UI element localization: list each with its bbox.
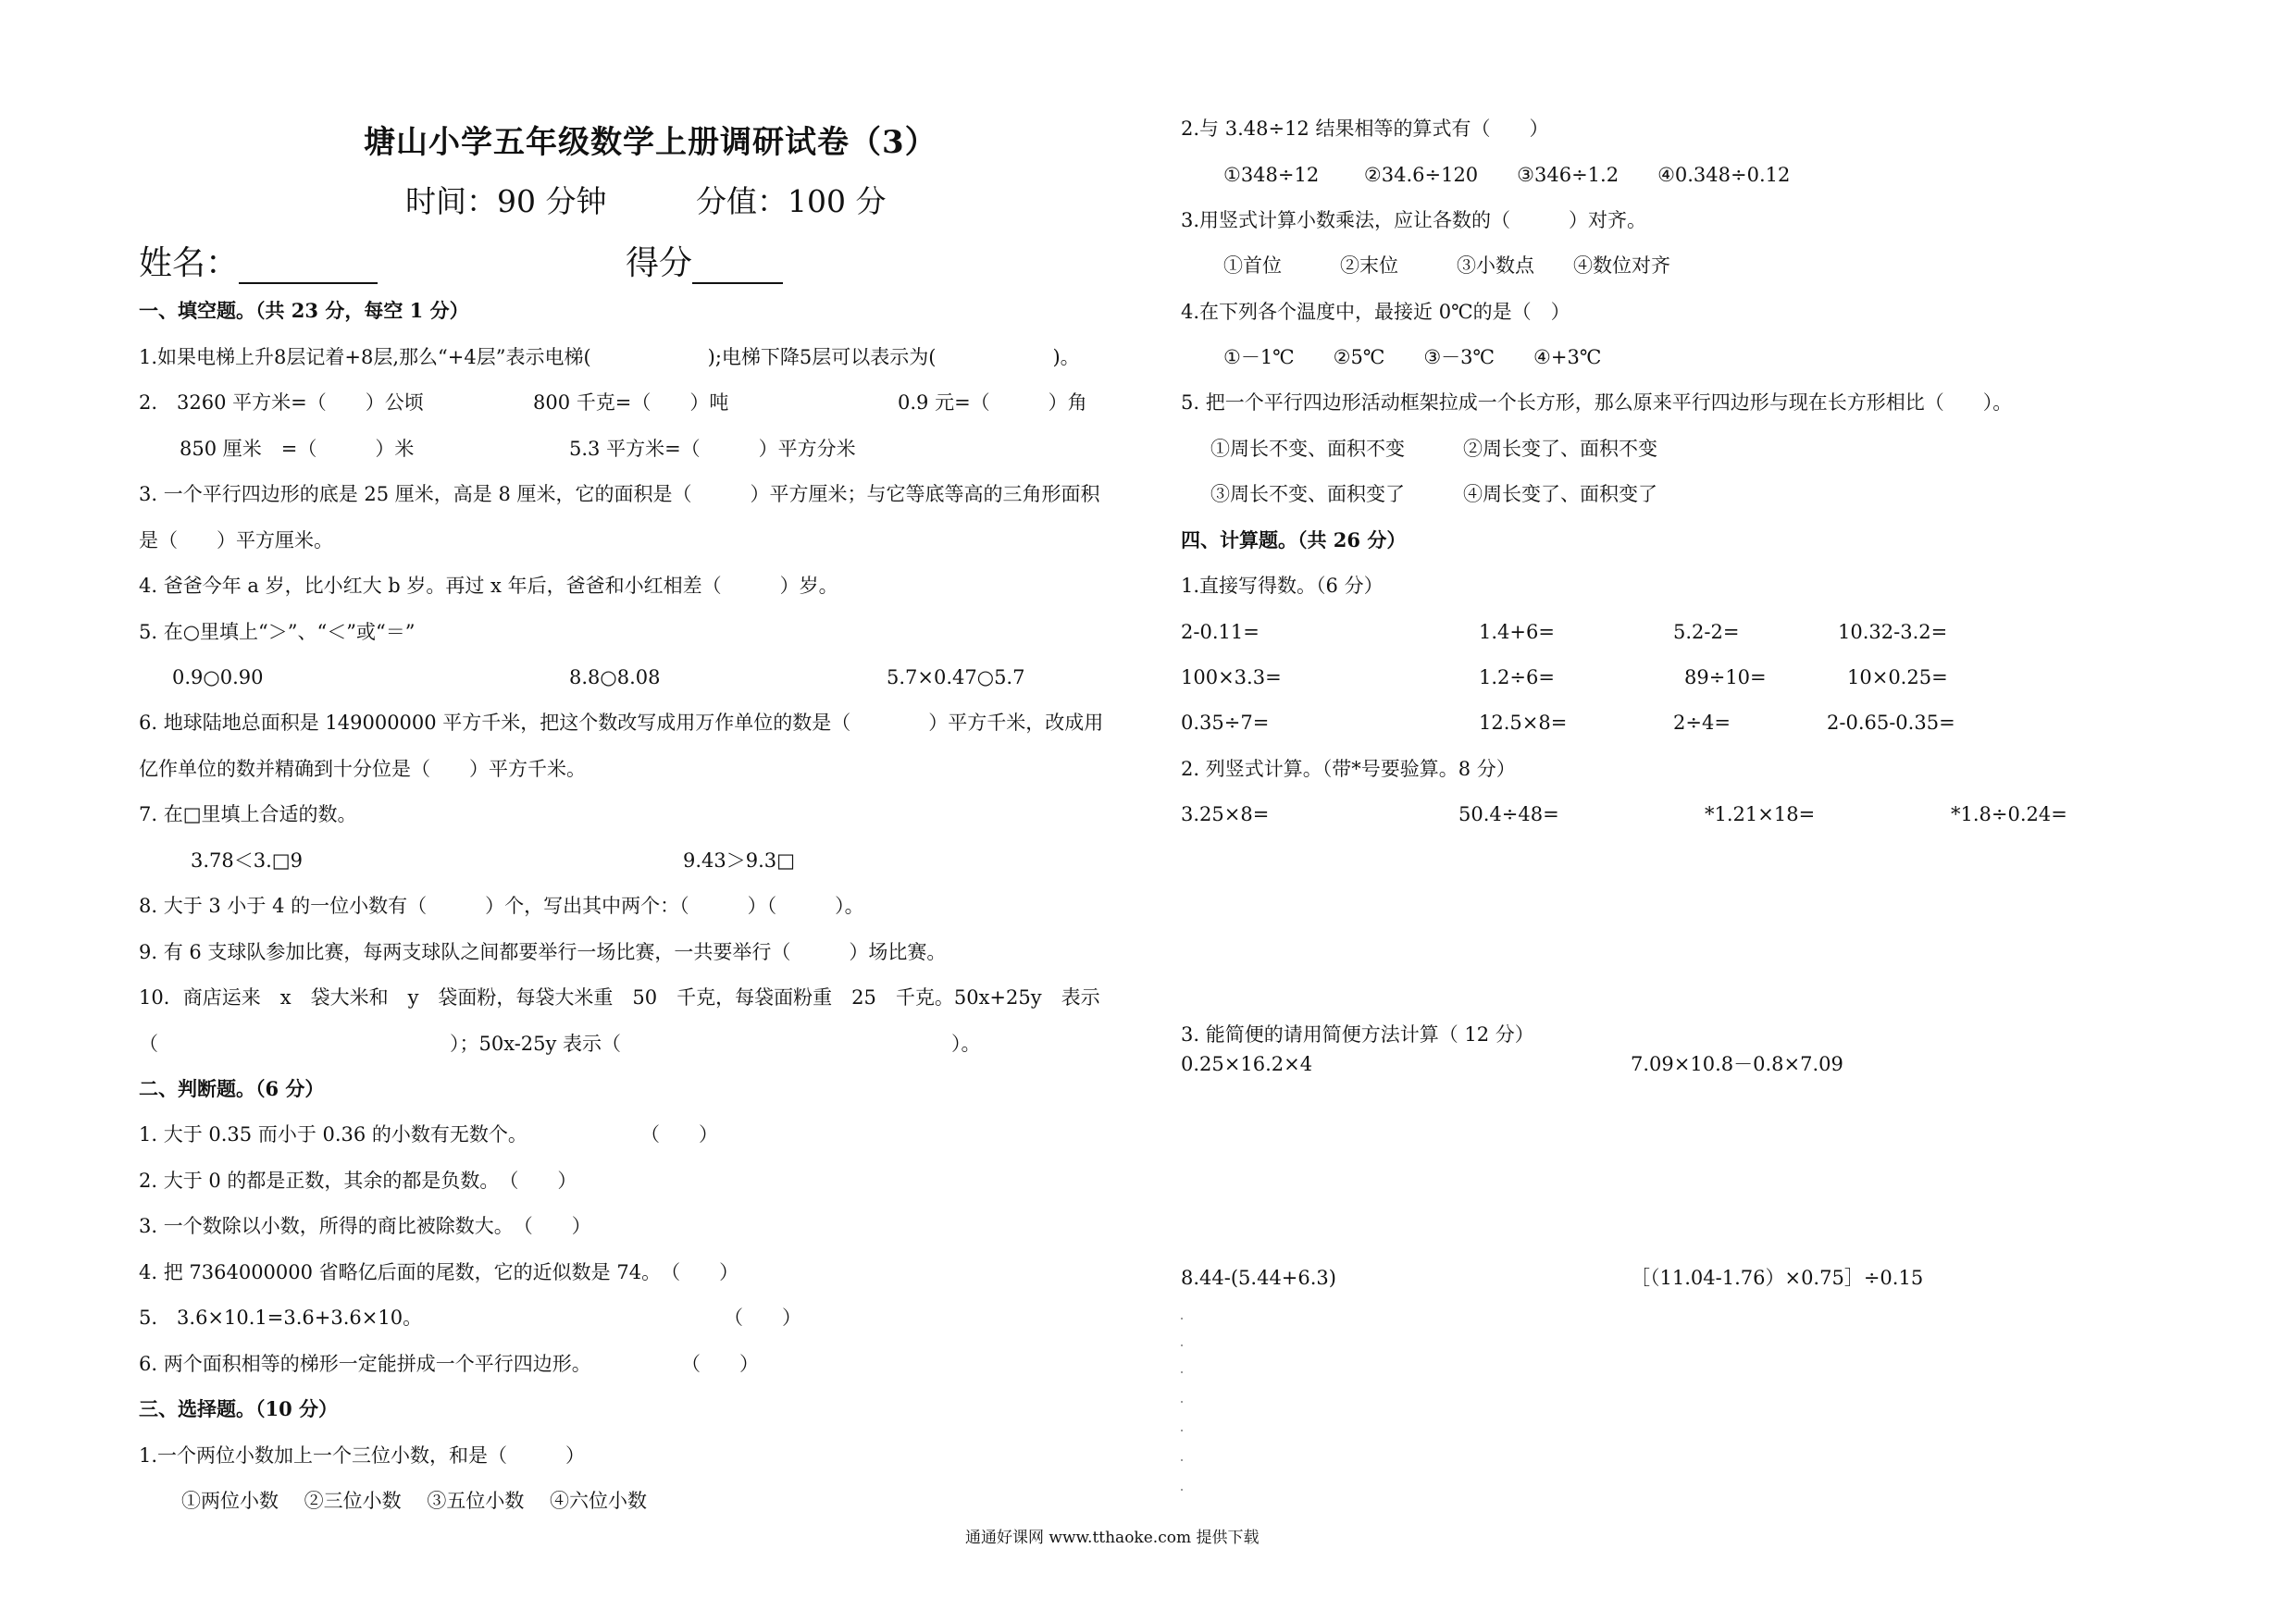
digit-item-1: 3.78＜3.□9	[191, 849, 303, 872]
page-title: 塘山小学五年级数学上册调研试卷（3）	[364, 124, 937, 161]
oral-calc-item: 10.32-3.2=	[1838, 621, 1948, 643]
margin-dot	[1181, 1344, 1183, 1346]
simplify-item: 0.25×16.2×4	[1181, 1053, 1313, 1075]
question-fill-2b: 800 千克=（ ）吨	[533, 391, 729, 414]
judge-3: 3. 一个数除以小数，所得的商比被除数大。 （ ）	[139, 1215, 591, 1237]
choice-5-options-a: ①周长不变、面积不变 ②周长变了、面积不变	[1210, 438, 1657, 460]
choice-5-options-b: ③周长不变、面积变了 ④周长变了、面积变了	[1210, 483, 1657, 505]
question-fill-4: 4. 爸爸今年 a 岁，比小红大 b 岁。再过 x 年后，爸爸和小红相差（ ）岁。	[139, 575, 838, 597]
oral-calc-item: 10×0.25=	[1847, 666, 1948, 688]
simplify-item: 7.09×10.8－0.8×7.09	[1631, 1053, 1843, 1075]
digit-item-2: 9.43＞9.3□	[683, 849, 795, 872]
compare-item-3: 5.7×0.47○5.7	[887, 666, 1025, 688]
choice-2-options: ①348÷12 ②34.6÷120 ③346÷1.2 ④0.348÷0.12	[1223, 164, 1791, 186]
score-blank[interactable]	[692, 251, 783, 284]
vertical-calc-item: 50.4÷48=	[1458, 803, 1559, 825]
judge-6: 6. 两个面积相等的梯形一定能拼成一个平行四边形。	[139, 1353, 591, 1375]
question-fill-1: 1.如果电梯上升8层记着+8层,那么“+4层”表示电梯( );电梯下降5层可以表示为( )。	[139, 346, 1080, 368]
section-choice-heading: 三、选择题。（10 分）	[139, 1397, 339, 1420]
simplify-item: ［（11.04-1.76）×0.75］÷0.15	[1631, 1267, 1924, 1289]
margin-dot	[1181, 1401, 1183, 1403]
oral-calc-item: 12.5×8=	[1479, 712, 1568, 734]
judge-2: 2. 大于 0 的都是正数，其余的都是负数。 （ ）	[139, 1170, 577, 1192]
question-fill-6-line1: 6. 地球陆地总面积是 149000000 平方千米，把这个数改写成用万作单位的数是（ ）平方千米，改成用	[139, 712, 1104, 734]
question-fill-2e: 5.3 平方米=（ ）平方分米	[569, 438, 856, 460]
question-fill-2a: 2. 3260 平方米=（ ）公顷	[139, 391, 424, 414]
oral-calc-item: 2÷4=	[1673, 712, 1731, 734]
choice-1-options: ①两位小数 ②三位小数 ③五位小数 ④六位小数	[181, 1490, 648, 1512]
calc-3-heading: 3. 能简便的请用简便方法计算（ 12 分）	[1181, 1023, 1534, 1046]
choice-3-options: ①首位 ②末位 ③小数点 ④数位对齐	[1223, 254, 1670, 277]
got-label-text: 得分	[626, 244, 693, 282]
question-fill-5: 5. 在○里填上“＞”、“＜”或“＝”	[139, 621, 416, 643]
calc-1-heading: 1.直接写得数。（6 分）	[1181, 575, 1384, 597]
choice-4: 4.在下列各个温度中，最接近 0℃的是（ ）	[1181, 301, 1570, 323]
section-fill-blank-heading: 一、填空题。（共 23 分，每空 1 分）	[139, 299, 469, 322]
time-label: 时间：90 分钟	[405, 183, 607, 219]
oral-calc-item: 5.2-2=	[1673, 621, 1740, 643]
question-fill-8: 8. 大于 3 小于 4 的一位小数有（ ）个，写出其中两个：（ ）（ ）。	[139, 895, 864, 917]
calc-2-heading: 2. 列竖式计算。（带*号要验算。8 分）	[1181, 758, 1516, 780]
question-fill-2d: 850 厘米 =（ ）米	[180, 438, 415, 460]
choice-4-options: ①－1℃ ②5℃ ③－3℃ ④+3℃	[1223, 346, 1602, 368]
simplify-item: 8.44-(5.44+6.3)	[1181, 1267, 1336, 1289]
score-label: 分值：100 分	[696, 183, 887, 219]
question-fill-3-line2: 是（ ）平方厘米。	[139, 529, 333, 551]
oral-calc-item: 1.2÷6=	[1479, 666, 1555, 688]
oral-calc-item: 2-0.65-0.35=	[1827, 712, 1955, 734]
margin-dot	[1181, 1371, 1183, 1373]
choice-3: 3.用竖式计算小数乘法，应让各数的（ ）对齐。	[1181, 209, 1647, 231]
footer-source: 通通好课网 www.tthaoke.com 提供下载	[965, 1529, 1260, 1547]
choice-2: 2.与 3.48÷12 结果相等的算式有（ ）	[1181, 118, 1549, 140]
compare-item-2: 8.8○8.08	[569, 666, 661, 688]
question-fill-6-line2: 亿作单位的数并精确到十分位是（ ）平方千米。	[139, 758, 586, 780]
section-judge-heading: 二、判断题。（6 分）	[139, 1077, 325, 1100]
name-blank[interactable]	[239, 251, 378, 284]
vertical-calc-item: *1.8÷0.24=	[1951, 803, 2067, 825]
vertical-calc-item: *1.21×18=	[1705, 803, 1816, 825]
question-fill-10-line2: （ ）；50x-25y 表示（ ）。	[139, 1033, 981, 1055]
margin-dot	[1181, 1318, 1183, 1319]
compare-item-1: 0.9○0.90	[172, 666, 264, 688]
question-fill-9: 9. 有 6 支球队参加比赛，每两支球队之间都要举行一场比赛，一共要举行（ ）场比赛。	[139, 941, 947, 963]
vertical-calc-item: 3.25×8=	[1181, 803, 1270, 825]
oral-calc-item: 2-0.11=	[1181, 621, 1260, 643]
name-label	[139, 237, 378, 284]
judge-5: 5. 3.6×10.1=3.6+3.6×10。	[139, 1307, 423, 1329]
oral-calc-item: 100×3.3=	[1181, 666, 1282, 688]
judge-1: 1. 大于 0.35 而小于 0.36 的小数有无数个。	[139, 1123, 527, 1146]
oral-calc-item: 1.4+6=	[1479, 621, 1555, 643]
choice-5: 5. 把一个平行四边形活动框架拉成一个长方形，那么原来平行四边形与现在长方形相比（ ）。	[1181, 391, 2013, 414]
oral-calc-item: 89÷10=	[1684, 666, 1767, 688]
name-label-text: 姓名：	[139, 244, 240, 282]
judge-5-blank: （ ）	[724, 1307, 801, 1329]
question-fill-7: 7. 在□里填上合适的数。	[139, 803, 357, 825]
question-fill-2c: 0.9 元=（ ）角	[898, 391, 1087, 414]
oral-calc-item: 0.35÷7=	[1181, 712, 1270, 734]
margin-dot	[1181, 1430, 1183, 1431]
choice-1: 1.一个两位小数加上一个三位小数，和是（ ）	[139, 1444, 586, 1467]
question-fill-3-line1: 3. 一个平行四边形的底是 25 厘米，高是 8 厘米，它的面积是（ ）平方厘米；与它等底等高的三角形面积	[139, 483, 1100, 505]
section-calc-heading: 四、计算题。（共 26 分）	[1181, 528, 1407, 551]
judge-1-blank: （ ）	[640, 1123, 718, 1146]
margin-dot	[1181, 1489, 1183, 1491]
judge-6-blank: （ ）	[681, 1353, 759, 1375]
question-fill-10-line1: 10．商店运来 x 袋大米和 y 袋面粉，每袋大米重 50 千克，每袋面粉重 25 千克。50x+25y 表示	[139, 986, 1100, 1009]
judge-4: 4. 把 7364000000 省略亿后面的尾数，它的近似数是 74。 （ ）	[139, 1261, 739, 1283]
got-score-label	[626, 237, 783, 284]
margin-dot	[1181, 1459, 1183, 1461]
